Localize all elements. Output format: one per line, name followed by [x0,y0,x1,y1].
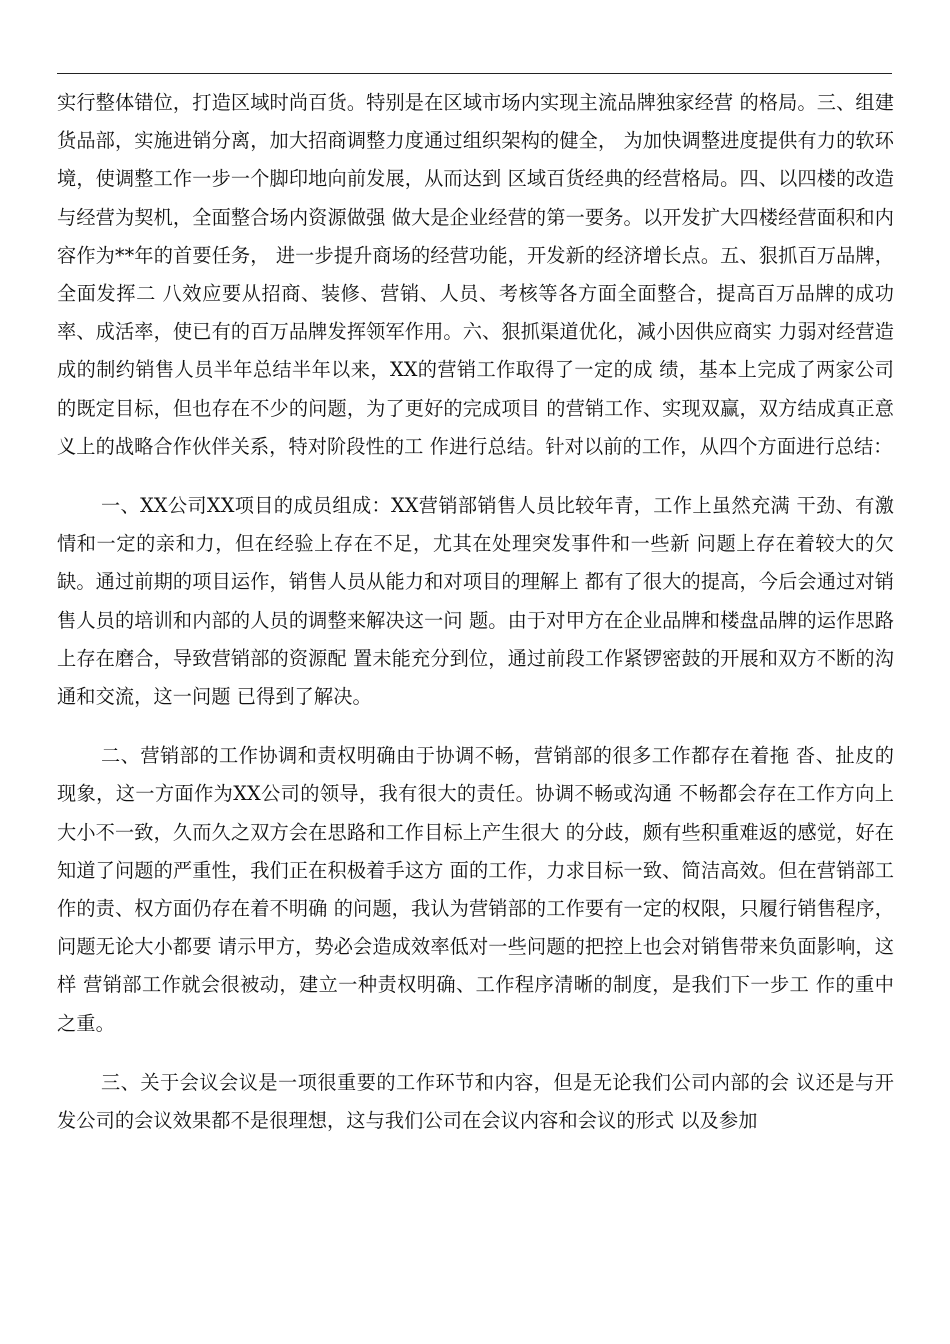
header-rule [57,73,892,74]
paragraph-intro: 实行整体错位，打造区域时尚百货。特别是在区域市场内实现主流品牌独家经营 的格局。三、组建货品部，实施进销分离，加大招商调整力度通过组织架构的健全， 为加快调整进度提供有力的软环境，使调整工作一步一个脚印地向前发展，从而达到 区域百货经典的经营格局。四、以四楼的改造与经营为契机，全面整合场内资源做强 做大是企业经营的第一要务。以开发扩大四楼经营面积和内容作为**年的首要任务， 进一步提升商场的经营功能，开发新的经济增长点。五、狠抓百万品牌，全面发挥二 八效应要从招商、装修、营销、人员、考核等各方面全面整合，提高百万品牌的成功 率、成活率，使已有的百万品牌发挥领军作用。六、狠抓渠道优化，减小因供应商实 力弱对经营造成的制约销售人员半年总结半年以来，XX的营销工作取得了一定的成 绩，基本上完成了两家公司的既定目标，但也存在不少的问题，为了更好的完成项目 的营销工作、实现双赢，双方结成真正意义上的战略合作伙伴关系，特对阶段性的工 作进行总结。针对以前的工作，从四个方面进行总结： [57,91,894,458]
paragraph-section-3: 三、关于会议会议是一项很重要的工作环节和内容，但是无论我们公司内部的会 议还是与开发公司的会议效果都不是很理想，这与我们公司在会议内容和会议的形式 以及参加 [57,1070,894,1133]
document-body [57,84,894,1140]
paragraph-section-1: 一、XX公司XX项目的成员组成：XX营销部销售人员比较年青，工作上虽然充满 干劲、有激情和一定的亲和力，但在经验上存在不足，尤其在处理突发事件和一些新 问题上存在着较大的欠缺。通过前期的项目运作，销售人员从能力和对项目的理解上 都有了很大的提高，今后会通过对销售人员的培训和内部的人员的调整来解决这一问 题。由于对甲方在企业品牌和楼盘品牌的运作思路上存在磨合，导致营销部的资源配 置未能充分到位，通过前段工作紧锣密鼓的开展和双方不断的沟通和交流，这一问题 已得到了解决。 [57,494,894,709]
paragraph-section-2: 二、营销部的工作协调和责权明确由于协调不畅，营销部的很多工作都存在着拖 沓、扯皮的现象，这一方面作为XX公司的领导，我有很大的责任。协调不畅或沟通 不畅都会存在工作方向上大小不一致，久而久之双方会在思路和工作目标上产生很大 的分歧，颇有些积重难返的感觉，好在知道了问题的严重性，我们正在积极着手这方 面的工作，力求目标一致、简洁高效。但在营销部工作的责、权方面仍存在着不明确 的问题，我认为营销部的工作要有一定的权限，只履行销售程序，问题无论大小都要 请示甲方，势必会造成效率低对一些问题的把控上也会对销售带来负面影响，这样 营销部工作就会很被动，建立一种责权明确、工作程序清晰的制度，是我们下一步工 作的重中之重。 [57,744,894,1035]
